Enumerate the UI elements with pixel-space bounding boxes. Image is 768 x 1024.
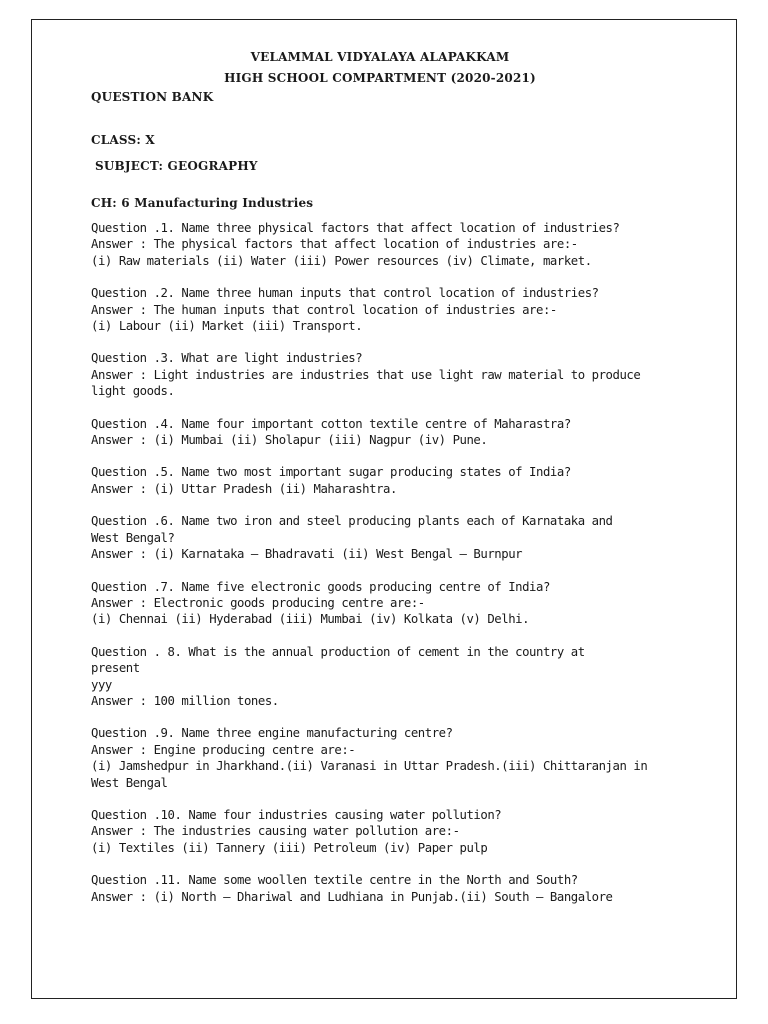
text-line: (i) Labour (ii) Market (iii) Transport. bbox=[91, 319, 363, 334]
text-line: Question .9. Name three engine manufacturing centre? bbox=[91, 726, 453, 741]
text-line: Answer : (i) Uttar Pradesh (ii) Maharashtra. bbox=[91, 481, 397, 496]
question-block bbox=[91, 416, 691, 449]
text-line: Question .3. What are light industries? bbox=[91, 351, 363, 366]
question-block bbox=[91, 579, 691, 628]
text-line: Answer : The industries causing water pollution are:- bbox=[91, 824, 460, 839]
question-block bbox=[91, 350, 691, 399]
text-line: Answer : (i) North – Dhariwal and Ludhiana in Punjab.(ii) South – Bangalore bbox=[91, 889, 613, 904]
chapter-title: CH: 6 Manufacturing Industries bbox=[91, 196, 314, 210]
text-line: (i) Textiles (ii) Tannery (iii) Petroleum (iv) Paper pulp bbox=[91, 840, 488, 855]
text-line: yyy bbox=[91, 677, 112, 692]
text-line: Question .4. Name four important cotton textile centre of Maharastra? bbox=[91, 416, 571, 431]
text-line: Answer : The human inputs that control location of industries are:- bbox=[91, 302, 557, 317]
text-line: Question .11. Name some woollen textile centre in the North and South? bbox=[91, 873, 578, 888]
subject-label: SUBJECT: GEOGRAPHY bbox=[95, 159, 258, 173]
text-line: Question .10. Name four industries causing water pollution? bbox=[91, 807, 502, 822]
question-bank-heading: QUESTION BANK bbox=[91, 90, 214, 104]
text-line: Question .6. Name two iron and steel producing plants each of Karnataka and bbox=[91, 514, 613, 529]
question-block bbox=[91, 513, 691, 562]
class-label: CLASS: X bbox=[91, 133, 155, 147]
question-list bbox=[91, 220, 691, 905]
text-line: West Bengal? bbox=[91, 530, 175, 545]
text-line: Answer : 100 million tones. bbox=[91, 693, 279, 708]
text-line: Question .7. Name five electronic goods producing centre of India? bbox=[91, 579, 550, 594]
compartment-title: HIGH SCHOOL COMPARTMENT (2020-2021) bbox=[224, 71, 536, 85]
question-block bbox=[91, 807, 691, 856]
question-block bbox=[91, 644, 691, 710]
text-line: (i) Raw materials (ii) Water (iii) Power resources (iv) Climate, market. bbox=[91, 253, 592, 268]
document-body bbox=[91, 50, 691, 921]
text-line: (i) Jamshedpur in Jharkhand.(ii) Varanasi in Uttar Pradesh.(iii) Chittaranjan in bbox=[91, 759, 648, 774]
text-line: present bbox=[91, 661, 140, 676]
school-name: VELAMMAL VIDYALAYA ALAPAKKAM bbox=[250, 50, 510, 64]
question-block bbox=[91, 872, 691, 905]
text-line: (i) Chennai (ii) Hyderabad (iii) Mumbai (iv) Kolkata (v) Delhi. bbox=[91, 612, 530, 627]
text-line: Question . 8. What is the annual production of cement in the country at bbox=[91, 644, 585, 659]
question-block bbox=[91, 285, 691, 334]
text-line: West Bengal bbox=[91, 775, 168, 790]
text-line: Answer : (i) Mumbai (ii) Sholapur (iii) Nagpur (iv) Pune. bbox=[91, 433, 488, 448]
text-line: Question .1. Name three physical factors that affect location of industries? bbox=[91, 221, 620, 235]
question-block bbox=[91, 220, 691, 269]
text-line: Answer : Electronic goods producing centre are:- bbox=[91, 595, 425, 610]
text-line: Answer : (i) Karnataka – Bhadravati (ii) West Bengal – Burnpur bbox=[91, 547, 523, 562]
text-line: Answer : Engine producing centre are:- bbox=[91, 742, 356, 757]
question-block bbox=[91, 725, 691, 791]
text-line: light goods. bbox=[91, 384, 175, 399]
text-line: Answer : Light industries are industries that use light raw material to produce bbox=[91, 367, 641, 382]
text-line: Answer : The physical factors that affect location of industries are:- bbox=[91, 237, 578, 252]
text-line: Question .2. Name three human inputs that control location of industries? bbox=[91, 286, 599, 301]
question-block bbox=[91, 464, 691, 497]
text-line: Question .5. Name two most important sugar producing states of India? bbox=[91, 465, 571, 480]
